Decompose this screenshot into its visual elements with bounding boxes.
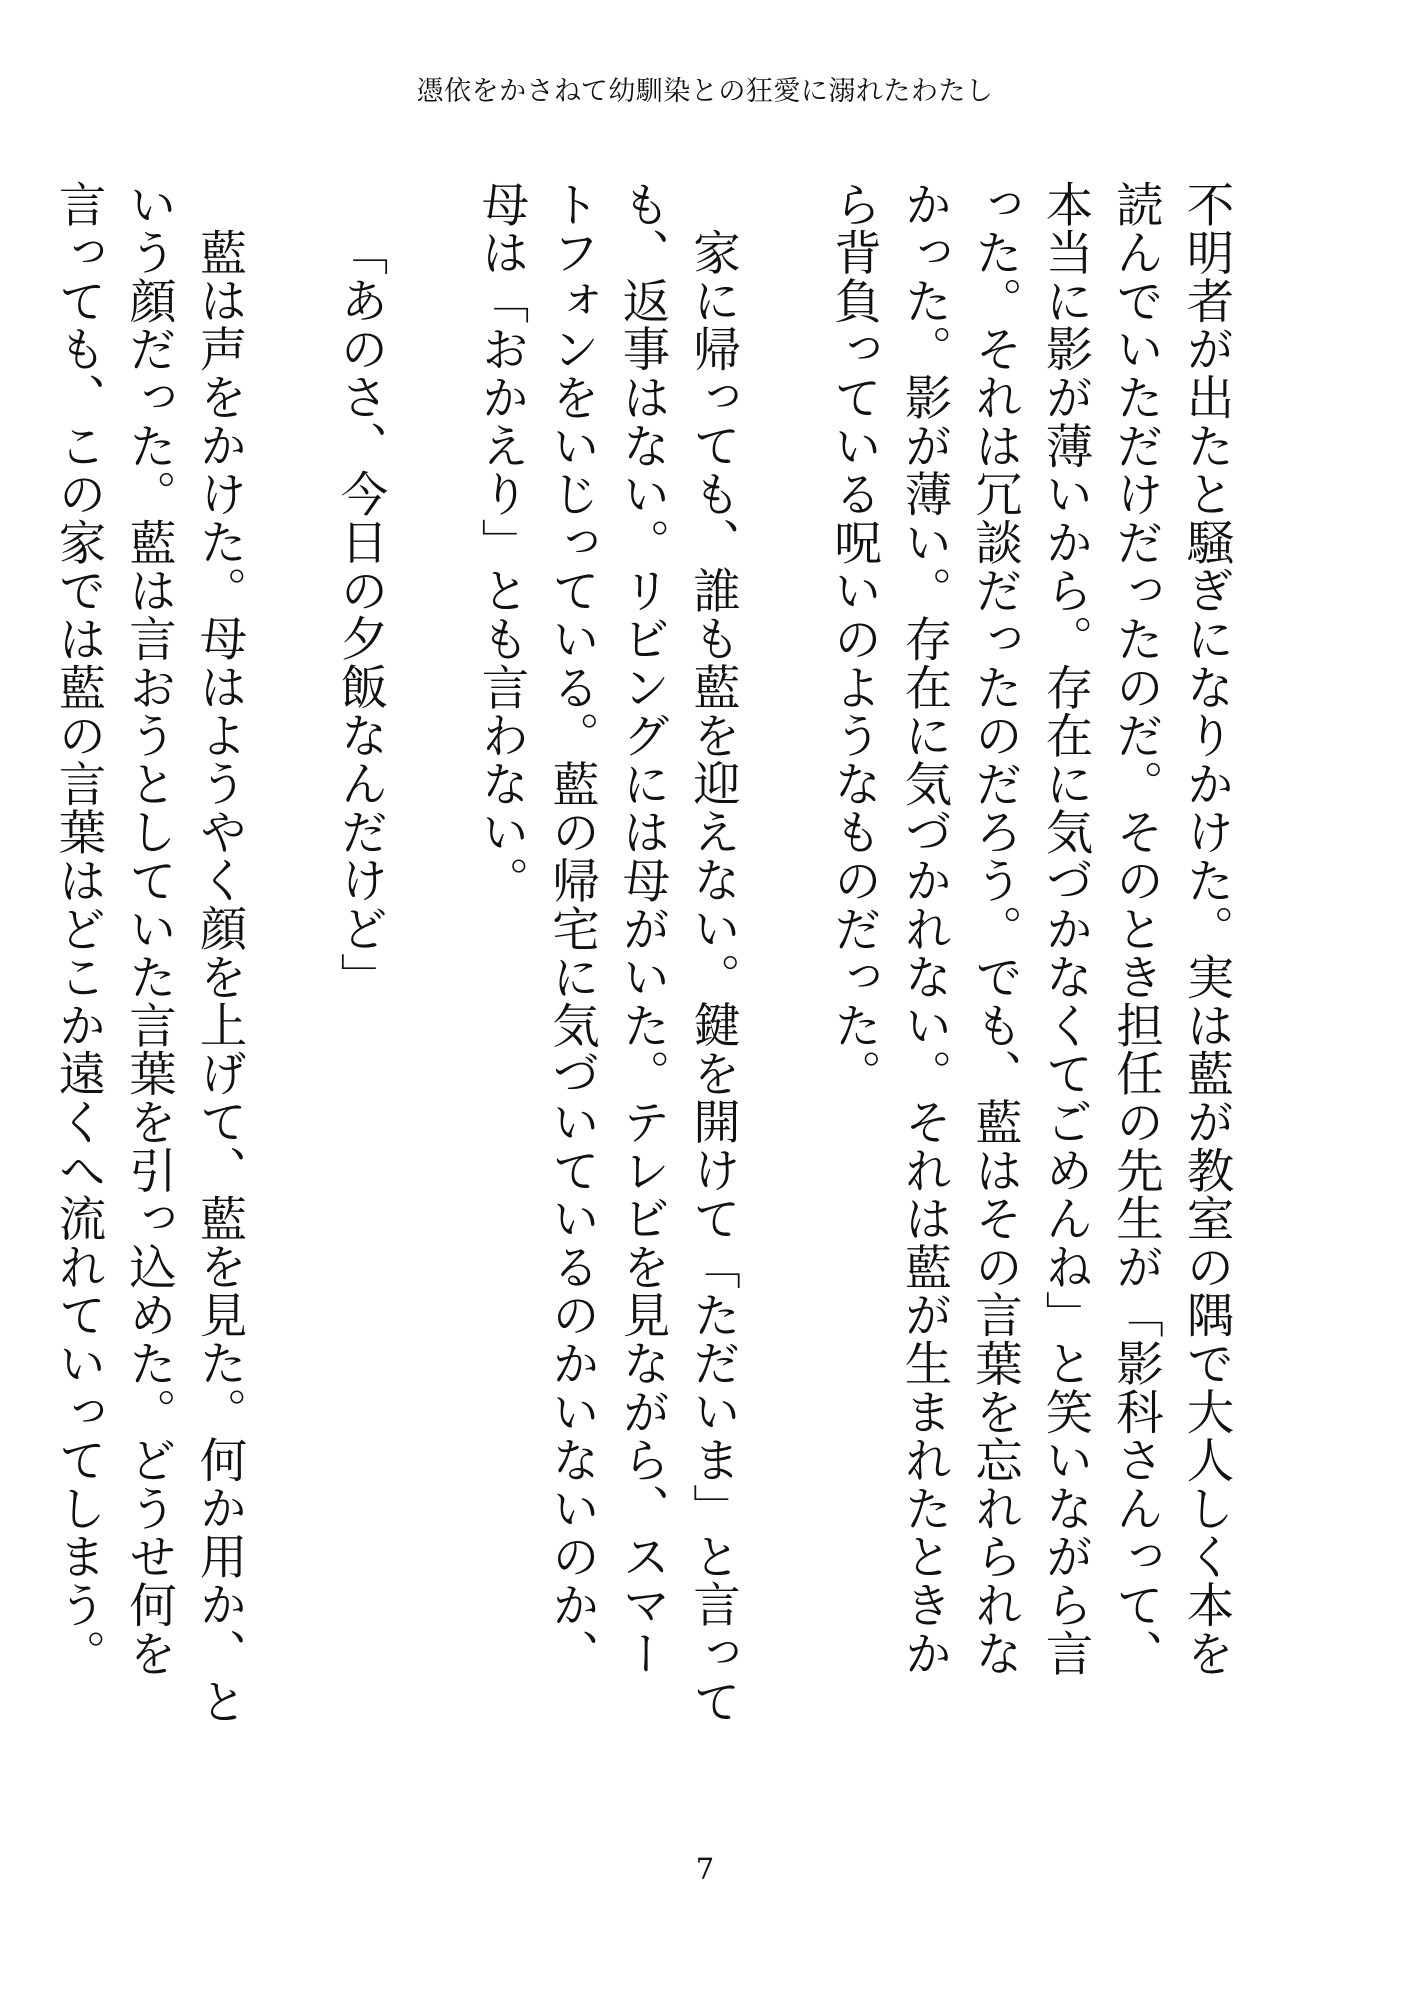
blank-line-2 (394, 180, 465, 1725)
running-header-title: 憑依をかさねて幼馴染との狂愛に溺れたわたし (416, 76, 994, 107)
paragraph-2: 家に帰っても、誰も藍を迎えない。鍵を開けて「ただいま」と言っても、返事はない。リビングには母がいた。テレビを見ながら、スマートフォンをいじっている。藍の帰宅に気づいているのかいないのか、母は「おかえり」とも言わない。 (473, 180, 740, 1725)
blank-line-3 (253, 180, 324, 1725)
body-text (50, 180, 1240, 1725)
dialogue-line: 「あのさ、今日の夕飯なんだけど」 (332, 227, 387, 1001)
page-number: 7 (695, 1852, 715, 1886)
paragraph-1: 不明者が出たと騒ぎになりかけた。実は藍が教室の隅で大人しく本を読んでいただけだったのだ。そのとき担任の先生が「影科さんって、本当に影が薄いから。存在に気づかなくてごめんね」と笑いながら言った。それは冗談だったのだろう。でも、藍はその言葉を忘れられなかった。影が薄い。存在に気づかれない。それは藍が生まれたときから背負っている呪いのようなものだった。 (825, 180, 1233, 1678)
paragraph-3: 藍は声をかけた。母はようやく顔を上げて、藍を見た。何か用か、という顔だった。藍は言おうとしていた言葉を引っ込めた。どうせ何を言っても、この家では藍の言葉はどこか遠くへ流れていってしまう。 (50, 180, 246, 1725)
blank-line-1 (747, 180, 818, 1725)
